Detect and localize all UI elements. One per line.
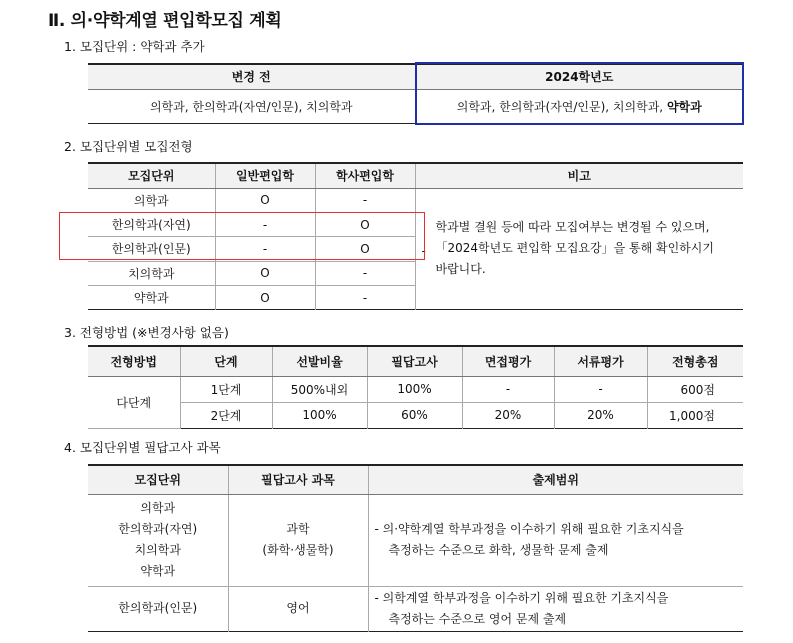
interview-cell: -: [462, 376, 554, 402]
page-title: Ⅱ. 의·약학계열 편입학모집 계획: [48, 11, 282, 31]
table-row: [88, 188, 743, 212]
unit-list-cell: [88, 494, 228, 586]
section3-heading: 3. 전형방법 (※변경사항 없음): [64, 325, 229, 340]
after-units-added: 약학과: [666, 99, 702, 114]
bachelor-cell: -: [315, 286, 415, 310]
scope-line: - 의·약학계열 학부과정을 이수하기 위해 필요한 기초지식을: [374, 522, 684, 536]
unit-cell: 치의학과: [88, 261, 215, 285]
scope-cell: [368, 586, 743, 631]
unit-item: 약학과: [140, 564, 176, 578]
section2-heading: 2. 모집단위별 모집전형: [64, 139, 193, 154]
table-row: [88, 402, 743, 428]
subject-name: 과학: [286, 522, 310, 536]
general-cell: -: [215, 237, 315, 261]
interview-cell: 20%: [462, 402, 554, 428]
header-document: 서류평가: [554, 346, 647, 376]
unit-item: 치의학과: [134, 543, 181, 557]
header-unit: 모집단위: [88, 465, 228, 494]
scope-line: - 의학계열 학부과정을 이수하기 위해 필요한 기초지식을: [374, 590, 669, 605]
bachelor-cell: -: [315, 188, 415, 212]
section4-heading: 4. 모집단위별 필답고사 과목: [64, 440, 221, 455]
header-ratio: 선발비율: [272, 346, 367, 376]
header-interview: 면접평가: [462, 346, 554, 376]
subject-cell: [228, 494, 368, 586]
ratio-cell: 100%: [272, 402, 367, 428]
document-cell: 20%: [554, 402, 647, 428]
header-bachelor: 학사편입학: [315, 163, 415, 188]
scope-cell: [368, 494, 743, 586]
header-unit: 모집단위: [88, 163, 215, 188]
general-cell: O: [215, 261, 315, 285]
written-cell: 60%: [367, 402, 462, 428]
unit-item: 의학과: [140, 501, 176, 515]
before-units: 의학과, 한의학과(자연/인문), 치의학과: [88, 89, 415, 123]
method-cell: 다단계: [88, 376, 180, 428]
written-exam-table: [88, 464, 743, 632]
note-line: 학과별 결원 등에 따라 모집여부는 변경될 수 있으며,: [435, 220, 710, 235]
header-2024: 2024학년도: [415, 64, 743, 89]
subject-detail: (화학·생물학): [262, 543, 334, 557]
after-units-text: 의학과, 한의학과(자연/인문), 치의학과,: [456, 99, 664, 114]
unit-cell: 한의학과(자연): [88, 212, 215, 236]
general-cell: O: [215, 188, 315, 212]
ratio-cell: 500%내외: [272, 376, 367, 402]
note-cell: [415, 188, 743, 310]
selection-method-table: [88, 345, 743, 429]
general-cell: -: [215, 212, 315, 236]
unit-cell: 한의학과(인문): [88, 237, 215, 261]
highlight-box-2024: [415, 62, 744, 125]
unit-cell: 약학과: [88, 286, 215, 310]
header-total: 전형총점: [647, 346, 743, 376]
header-method: 전형방법: [88, 346, 180, 376]
highlight-box-oriental-medicine: [59, 212, 425, 260]
total-cell: 600점: [647, 376, 743, 402]
scope-line: 측정하는 수준으로 영어 문제 출제: [388, 611, 567, 626]
header-subject: 필답고사 과목: [228, 465, 368, 494]
header-general: 일반편입학: [215, 163, 315, 188]
general-cell: O: [215, 286, 315, 310]
table-row: [88, 376, 743, 402]
note-line: 바랍니다.: [435, 262, 486, 277]
table-row: [88, 494, 743, 586]
section1-heading: 1. 모집단위 : 약학과 추가: [64, 39, 205, 54]
stage-cell: 1단계: [180, 376, 272, 402]
document-cell: -: [554, 376, 647, 402]
header-stage: 단계: [180, 346, 272, 376]
bachelor-cell: O: [315, 237, 415, 261]
bachelor-cell: O: [315, 212, 415, 236]
bachelor-cell: -: [315, 261, 415, 285]
note-dash: -: [421, 243, 426, 258]
header-before: 변경 전: [88, 64, 415, 89]
total-cell: 1,000점: [669, 408, 715, 423]
written-cell: 100%: [367, 376, 462, 402]
unit-cell: 한의학과(인문): [88, 586, 228, 631]
unit-cell: 의학과: [88, 188, 215, 212]
table-row: [88, 586, 743, 631]
subject-cell: 영어: [228, 586, 368, 631]
note-line: 「2024학년도 편입학 모집요강」을 통해 확인하시기: [435, 241, 714, 256]
stage-cell: 2단계: [180, 402, 272, 428]
header-note: 비고: [415, 163, 743, 188]
unit-item: 한의학과(자연): [118, 522, 198, 536]
header-written: 필답고사: [367, 346, 462, 376]
header-scope: 출제범위: [368, 465, 743, 494]
scope-line: 측정하는 수준으로 화학, 생물학 문제 출제: [388, 543, 609, 557]
